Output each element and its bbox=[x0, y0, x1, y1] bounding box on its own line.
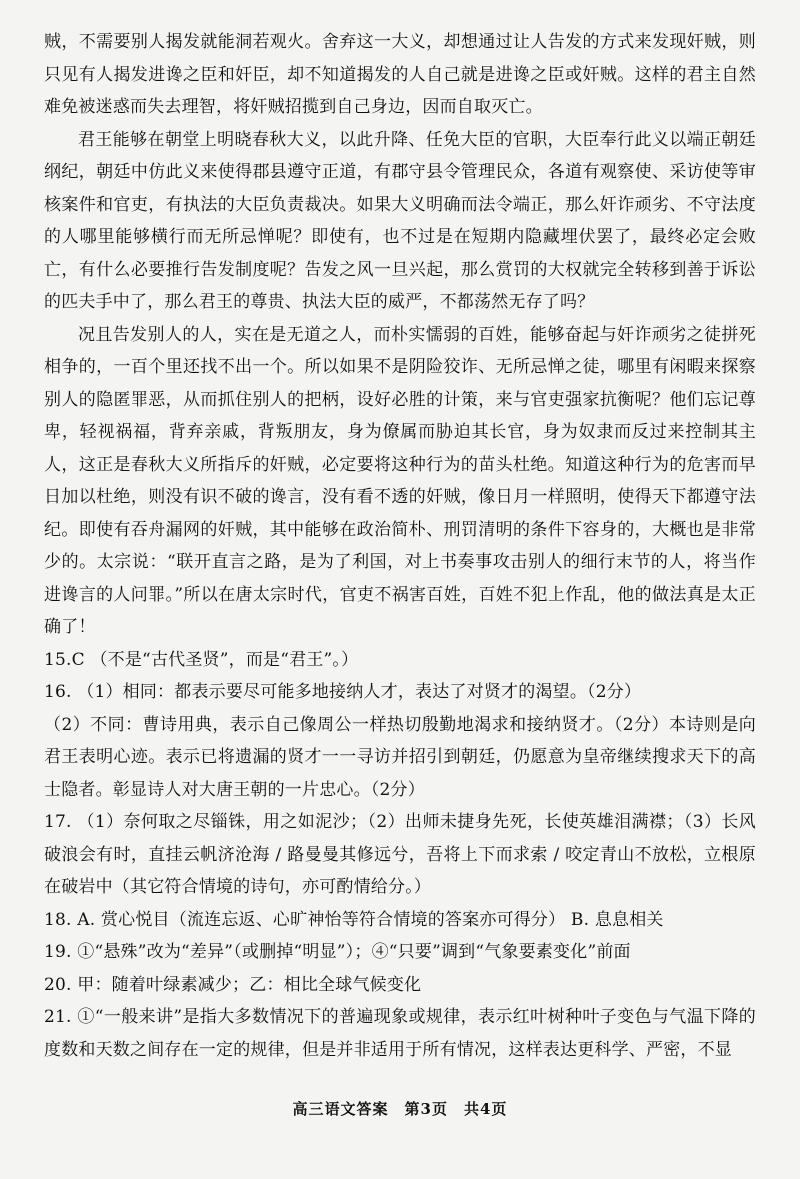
page-footer: 高三语文答案 第3页 共4页 bbox=[292, 1100, 508, 1118]
answer-17: 17. （1）奈何取之尽锱铢，用之如泥沙；（2）出师未捷身先死，长使英雄泪满襟；（3）长风破浪会有时，直挂云帆济沧海 / 路曼曼其修远兮，吾将上下而求索 / 咬定青山不放松，立根原在破岩中（其它符合情境的诗句，亦可酌情给分。） bbox=[44, 812, 756, 897]
answer-21: 21. ①“一般来讲”是指大多数情况下的普遍现象或规律，表示红叶树种叶子变色与气温下降的度数和天数之间存在一定的规律，但是并非适用于所有情况，这样表达更科学、严密，不显 bbox=[44, 1007, 756, 1060]
translation-paragraph-2: 君王能够在朝堂上明晓春秋大义，以此升降、任免大臣的官职，大臣奉行此义以端正朝廷纲纪，朝廷中仿此义来使得郡县遵守正道，有郡守县令管理民众，各道有观察使、采访使等审核案件和官吏，有执法的大臣负责裁决。如果大义明确而法令端正，那么奸诈顽劣、不守法度的人哪里能够横行而无所忌惮呢？即使有，也不过是在短期内隐藏埋伏罢了，最终必定会败亡，有什么必要推行告发制度呢？告发之风一旦兴起，那么赏罚的大权就完全转移到善于诉讼的匹夫手中了，那么君王的尊贵、执法大臣的威严，不都荡然无存了吗？ bbox=[44, 129, 756, 312]
answer-body bbox=[44, 26, 756, 1066]
answer-16-part-2: （2）不同：曹诗用典，表示自己像周公一样热切殷勤地渴求和接纳贤才。（2分）本诗则是向君王表明心迹。表示已将遗漏的贤才一一寻访并招引到朝廷，仍愿意为皇帝继续搜求天下的高士隐者。彰显诗人对大唐王朝的一片忠心。（2分） bbox=[44, 714, 756, 800]
answer-20: 20. 甲：随着叶绿素减少；乙：相比全球气候变化 bbox=[44, 974, 422, 995]
answer-19: 19. ①“悬殊”改为“差异”（或删掉“明显”）；④“只要”调到“气象要素变化”前面 bbox=[44, 942, 631, 962]
translation-paragraph-3: 况且告发别人的人，实在是无道之人，而朴实懦弱的百姓，能够奋起与奸诈顽劣之徒拼死相争的，一百个里还找不出一个。所以如果不是阴险狡诈、无所忌惮之徒，哪里有闲暇来探察别人的隐匿罪恶，从而抓住别人的把柄，设好必胜的计策，来与官吏强家抗衡呢？他们忘记尊卑，轻视祸福，背弃亲戚，背叛朋友，身为僚属而胁迫其长官，身为奴隶而反过来控制其主人，这正是春秋大义所指斥的奸贼，必定要将这种行为的苗头杜绝。知道这种行为的危害而早日加以杜绝，则没有识不破的谗言，没有看不透的奸贼，像日月一样照明，使得天下都遵守法纪。即使有吞舟漏网的奸贼，其中能够在政治简朴、刑罚清明的条件下容身的，大概也是非常少的。太宗说：“联开直言之路，是为了利国，对上书奏事攻击别人的细行末节的人，将当作进谗言的人问罪。”所以在唐太宗时代，官吏不祸害百姓，百姓不犯上作乱，他的做法真是太正确了！ bbox=[44, 324, 756, 637]
answer-16-part-1: 16. （1）相同：都表示要尽可能多地接纳人才，表达了对贤才的渴望。（2分） bbox=[44, 682, 642, 702]
answer-15: 15.C （不是“古代圣贤”，而是“君王”。） bbox=[44, 649, 359, 670]
answer-18: 18. A. 赏心悦目（流连忘返、心旷神怡等符合情境的答案亦可得分） B. 息息相关 bbox=[44, 909, 664, 930]
translation-paragraph-1: 贼，不需要别人揭发就能洞若观火。舍弃这一大义，却想通过让人告发的方式来发现奸贼，则只见有人揭发进谗之臣和奸臣，却不知道揭发的人自己就是进谗之臣或奸贼。这样的君主自然难免被迷惑而失去理智，将奸贼招揽到自己身边，因而自取灭亡。 bbox=[44, 32, 756, 117]
